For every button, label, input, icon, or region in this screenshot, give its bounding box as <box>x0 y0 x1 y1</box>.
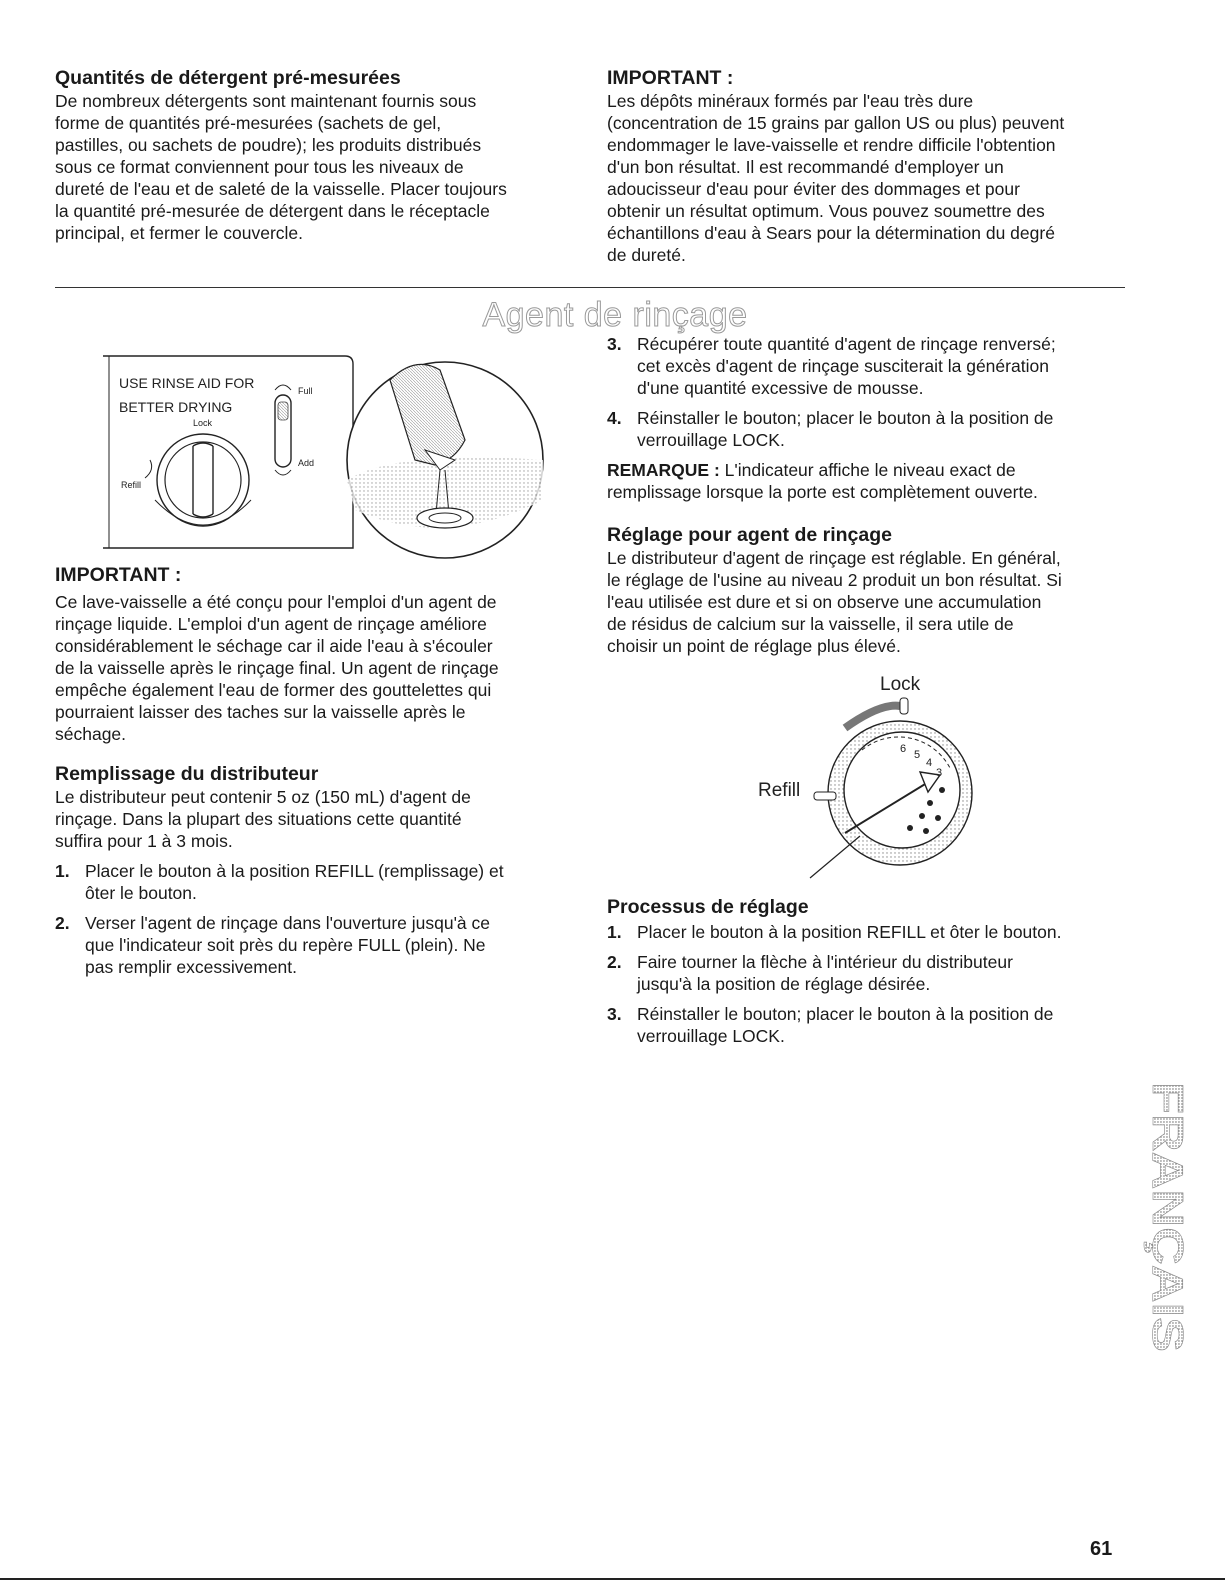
section-heading: Quantités de détergent pré-mesurées <box>55 67 401 89</box>
paragraph-line: principal, et fermer le couvercle. <box>55 223 304 243</box>
dispenser-drawing <box>95 350 555 560</box>
paragraph-line: forme de quantités pré-mesurées (sachets de gel, <box>55 113 442 133</box>
paragraph-line: sous ce format conviennent pour tous les niveaux de <box>55 157 464 177</box>
paragraph-line: suffira pour 1 à 3 mois. <box>55 831 233 851</box>
paragraph-line: endommager le lave-vaisselle et rendre difficile l'obtention <box>607 135 1056 155</box>
panel-text-line2: BETTER DRYING <box>119 399 233 415</box>
step-text: Verser l'agent de rinçage dans l'ouverture jusqu'à ce <box>85 913 490 933</box>
fill-steps-list <box>55 860 575 978</box>
section-divider <box>55 287 1125 288</box>
process-steps-list <box>607 921 1132 1047</box>
paragraph-line: de résidus de calcium sur la vaisselle, il sera utile de <box>607 614 1014 634</box>
step-number: 2. <box>607 952 622 972</box>
step-number: 4. <box>607 408 622 428</box>
step-number: 2. <box>55 913 70 933</box>
paragraph-line: séchage. <box>55 724 127 744</box>
step-text: Placer le bouton à la position REFILL et ôter le bouton. <box>637 922 1062 942</box>
refill-label: Refill <box>121 480 142 490</box>
language-tab-drawing <box>1135 1080 1195 1360</box>
paragraph-line: De nombreux détergents sont maintenant fournis sous <box>55 91 477 111</box>
water-hardness-section <box>607 66 1132 266</box>
step-text: Placer le bouton à la position REFILL (remplissage) et <box>85 861 504 881</box>
list-item <box>607 407 1132 451</box>
step-text: que l'indicateur soit près du repère FULL (plein). Ne <box>85 935 486 955</box>
step-text: Faire tourner la flèche à l'intérieur du distributeur <box>637 952 1013 972</box>
rinse-aid-right-column <box>607 333 1132 657</box>
step-text: cet excès d'agent de rinçage susciterait la génération <box>637 356 1049 376</box>
step-text: verrouillage LOCK. <box>637 430 785 450</box>
refill-steps-continued <box>607 333 1132 451</box>
step-text: Réinstaller le bouton; placer le bouton à la position de <box>637 408 1054 428</box>
list-item <box>607 333 1132 399</box>
language-tab-text: FRANÇAIS <box>1143 1082 1192 1310</box>
step-number: 3. <box>607 1004 622 1024</box>
dial-number: 6 <box>900 743 907 755</box>
fill-dispenser-heading: Remplissage du distributeur <box>55 763 319 785</box>
paragraph-line: rinçage liquide. L'emploi d'un agent de rinçage améliore <box>55 614 487 634</box>
section-title: Agent de rinçage <box>482 296 748 334</box>
paragraph-line: pourraient laisser des taches sur la vaisselle après le <box>55 702 466 722</box>
list-item <box>607 921 1132 943</box>
step-text: jusqu'à la position de réglage désirée. <box>637 974 931 994</box>
page-number: 61 <box>1090 1538 1113 1560</box>
step-text: verrouillage LOCK. <box>637 1026 785 1046</box>
paragraph-line: la quantité pré-mesurée de détergent dans le réceptacle <box>55 201 490 221</box>
rinse-aid-left-column <box>55 563 575 986</box>
paragraph-line: adoucisseur d'eau pour éviter des dommages et pour <box>607 179 1020 199</box>
dial-number: 5 <box>914 749 921 761</box>
step-number: 3. <box>607 334 622 354</box>
full-label: Full <box>298 386 313 396</box>
step-text: pas remplir excessivement. <box>85 957 298 977</box>
paragraph-line: pastilles, ou sachets de poudre); les produits distribués <box>55 135 482 155</box>
step-text: d'une quantité excessive de mousse. <box>637 378 924 398</box>
paragraph-line: obtenir un résultat optimum. Vous pouvez soumettre des <box>607 201 1045 221</box>
step-number: 1. <box>55 861 70 881</box>
paragraph-line: choisir un point de réglage plus élevé. <box>607 636 901 656</box>
dial-drawing <box>750 668 990 888</box>
paragraph-line: dureté de l'eau et de saleté de la vaisselle. Placer toujours <box>55 179 507 199</box>
list-item <box>607 951 1132 995</box>
add-label: Add <box>298 458 315 468</box>
list-item <box>55 912 575 978</box>
step-text: Réinstaller le bouton; placer le bouton à la position de <box>637 1004 1054 1024</box>
lock-label: Lock <box>193 418 213 428</box>
list-item <box>607 1003 1132 1047</box>
paragraph-line: Ce lave-vaisselle a été conçu pour l'emploi d'un agent de <box>55 592 497 612</box>
process-section <box>607 895 1132 1055</box>
process-heading: Processus de réglage <box>607 896 809 918</box>
dial-illustration <box>750 668 990 888</box>
paragraph-line: échantillons d'eau à Sears pour la détermination du degré <box>607 223 1055 243</box>
pre-measured-section <box>55 66 575 244</box>
list-item <box>55 860 575 904</box>
paragraph-line: Les dépôts minéraux formés par l'eau très dure <box>607 91 974 111</box>
bottom-rule <box>0 1578 1225 1580</box>
dial-number: 4 <box>926 757 933 769</box>
adjust-heading: Réglage pour agent de rinçage <box>607 524 892 546</box>
paragraph-line: empêche également l'eau de former des gouttelettes qui <box>55 680 492 700</box>
step-text: ôter le bouton. <box>85 883 197 903</box>
paragraph-line: le réglage de l'usine au niveau 2 produit un bon résultat. Si <box>607 570 1062 590</box>
step-number: 1. <box>607 922 622 942</box>
important-heading: IMPORTANT : <box>607 67 734 89</box>
paragraph-line: remplissage lorsque la porte est complètement ouverte. <box>607 482 1038 502</box>
note-text: L'indicateur affiche le niveau exact de <box>724 460 1016 480</box>
dispenser-illustration <box>95 350 555 560</box>
step-text: Récupérer toute quantité d'agent de rinçage renversé; <box>637 334 1056 354</box>
note-paragraph <box>607 459 1132 481</box>
paragraph-line: Le distributeur peut contenir 5 oz (150 mL) d'agent de <box>55 787 471 807</box>
paragraph-line: considérablement le séchage car il aide l'eau à s'écouler <box>55 636 493 656</box>
paragraph-line: de dureté. <box>607 245 686 265</box>
panel-text-line1: USE RINSE AID FOR <box>119 375 255 391</box>
paragraph-line: d'un bon résultat. Il est recommandé d'employer un <box>607 157 1004 177</box>
paragraph-line: rinçage. Dans la plupart des situations cette quantité <box>55 809 462 829</box>
paragraph-line: l'eau utilisée est dure et si on observe une accumulation <box>607 592 1042 612</box>
lock-label: Lock <box>880 674 921 695</box>
paragraph-line: Le distributeur d'agent de rinçage est réglable. En général, <box>607 548 1061 568</box>
note-label: REMARQUE : <box>607 460 720 480</box>
refill-label: Refill <box>758 780 801 801</box>
paragraph-line: de la vaisselle après le rinçage final. Un agent de rinçage <box>55 658 499 678</box>
dial-number: 3 <box>936 767 943 779</box>
paragraph-line: (concentration de 15 grains par gallon US ou plus) peuvent <box>607 113 1065 133</box>
language-tab <box>1135 1080 1195 1360</box>
important-heading: IMPORTANT : <box>55 564 182 586</box>
